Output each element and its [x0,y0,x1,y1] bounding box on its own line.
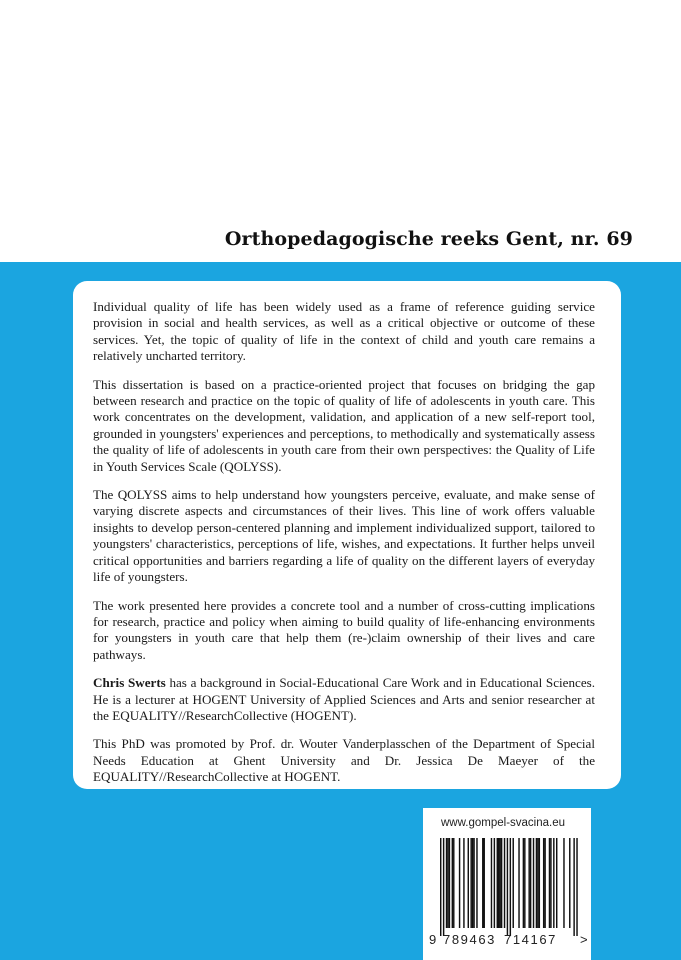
barcode-bar [482,838,483,928]
isbn-group-1: 789463 [443,932,496,947]
barcode-bar [453,838,454,928]
barcode-bar [524,838,525,928]
barcode-bar [563,838,564,928]
barcode-bar [491,838,492,928]
barcode-bar [494,838,495,928]
barcode-bar [533,838,534,928]
barcode-bar [497,838,498,928]
barcode-bar [528,838,529,928]
barcode-bar [459,838,460,928]
author-paragraph [93,675,595,724]
barcode-bar [463,838,464,928]
barcode-bar [470,838,471,928]
barcode-bar [472,838,473,928]
barcode-bar [553,838,554,928]
barcode-bar [523,838,524,928]
barcode-bar [498,838,499,928]
paragraph-dissertation: This dissertation is based on a practice-oriented project that focuses on bridging the gap between research and practice on the topic of quality of life of adolescents in youth care. This work concentrates on the development, validation, and application of a new self-report tool, grounded in youngsters' experiences and perceptions, to methodically and systematically assess the quality of life of adolescents in youth care from their own perspectives: the Quality of Life in Youth Services Scale (QOLYSS). [93,376,595,474]
barcode-bar [556,838,557,928]
barcode-bar [550,838,551,928]
publisher-website: www.gompel-svacina.eu [441,817,566,829]
barcode-area [423,808,591,960]
barcode-guard-bar [573,838,574,936]
barcode-bar [530,838,531,928]
barcode-bar [549,838,550,928]
barcode-guard-bar [576,838,577,936]
barcode-bar [536,838,537,928]
barcode-bar [544,838,545,928]
isbn-lead-digit: 9 [429,932,437,947]
barcode-bar [504,838,505,928]
paragraph-promoters: This PhD was promoted by Prof. dr. Wouter Vanderplasschen of the Department of Special Needs Education at Ghent University and Dr. Jessica De Maeyer of the EQUALITY//ResearchCollective at HOGENT. [93,736,595,785]
isbn-quiet-zone-arrow: > [580,932,588,947]
paragraph-implications: The work presented here provides a concrete tool and a number of cross-cutting implications for research, practice and policy when aiming to build quality of life-enhancing environments for youngsters in youth care that help them (re-)claim ownership of their lives and care pathways. [93,597,595,662]
barcode-bar [539,838,540,928]
barcode-bar [447,838,448,928]
author-bio: has a background in Social-Educational Care Work and in Educational Sciences. He is a lecturer at HOGENT University of Applied Sciences and Arts and senior researcher at the EQUALITY//ResearchCollective (HOGENT). [93,675,596,723]
barcode-bar [543,838,544,928]
isbn-group-2: 714167 [504,932,557,947]
barcode-bar [537,838,538,928]
barcode-guard-bar [507,838,508,936]
barcode-guard-bar [443,838,444,936]
barcode-bar [476,838,477,928]
barcode-bar [473,838,474,928]
barcode-bar [513,838,514,928]
barcode-bar [499,838,500,928]
paragraph-qolyss: The QOLYSS aims to help understand how youngsters perceive, evaluate, and make sense of varying discrete aspects and circumstances of their lives. This line of work offers valuable insights to develop person-centered planning and implement individualized support, tailored to youngsters' characteristics, perceptions of life, wishes, and expectations. It further helps unveil critical opportunities and barriers regarding a life of quality on the different layers of everyday life of youngsters. [93,487,595,585]
barcode-bar [501,838,502,928]
barcode-bar [569,838,570,928]
description-panel [73,281,621,789]
isbn-barcode [432,838,582,936]
barcode-bar [518,838,519,928]
barcode-bar [449,838,450,928]
barcode-bar [468,838,469,928]
barcode-bar [446,838,447,928]
barcode-guard-bar [510,838,511,936]
barcode-bar [484,838,485,928]
barcode-bar [452,838,453,928]
top-white-area [0,0,681,262]
author-name: Chris Swerts [93,675,166,691]
barcode-guard-bar [440,838,441,936]
series-title: Orthopedagogische reeks Gent, nr. 69 [224,228,633,250]
paragraph-intro: Individual quality of life has been widely used as a frame of reference guiding service provision in social and health services, as well as a critical objective or outcome of these services. Yet, the topic of quality of life in the context of child and youth care remains a relatively uncharted territory. [93,299,595,364]
